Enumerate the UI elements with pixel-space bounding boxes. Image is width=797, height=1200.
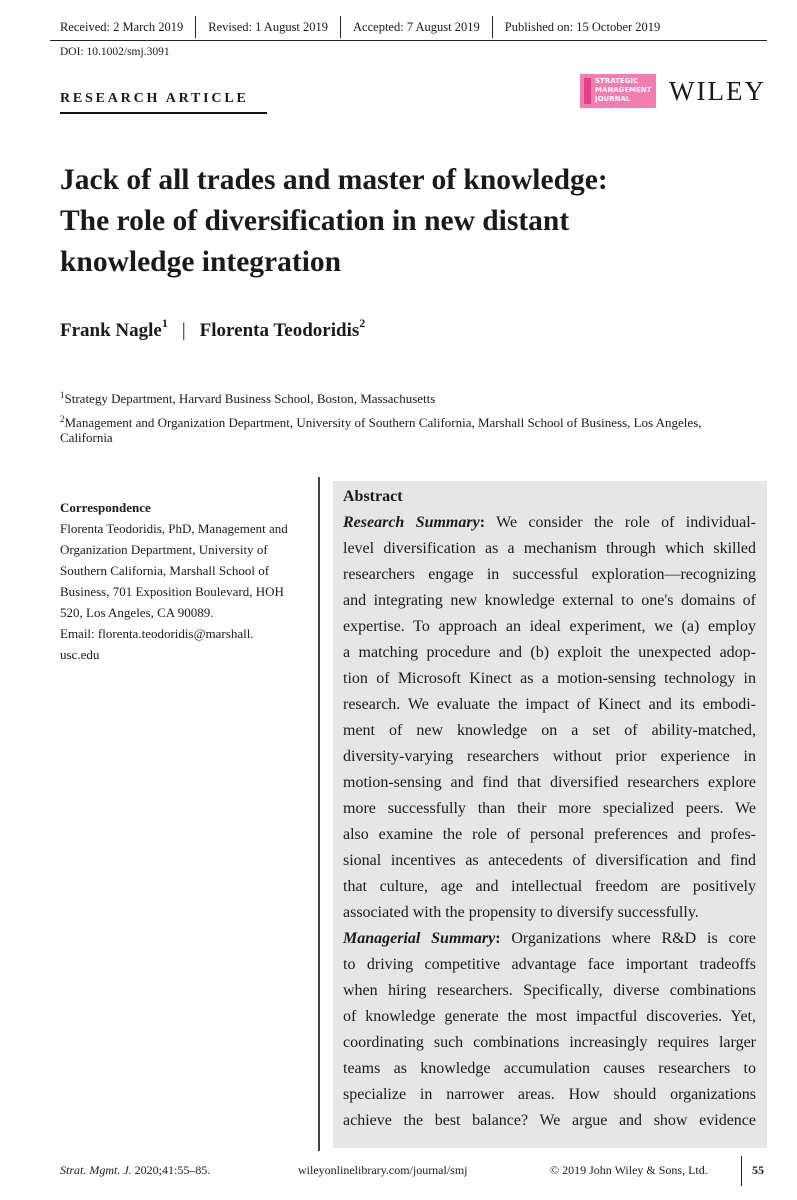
correspondence-line: Business, 701 Exposition Boulevard, HOH <box>60 584 284 599</box>
abstract-line: teams as knowledge accumulation causes researchers to <box>343 1060 756 1077</box>
journal-logo-mark <box>584 78 591 104</box>
affiliation: $^1$Strategy Department, Harvard Business School, Boston, Massachusetts <box>60 390 436 406</box>
title-line: Jack of all trades and master of knowledge: <box>60 164 608 196</box>
title-line: The role of diversification in new distant <box>60 205 570 237</box>
revised-date: Revised: 1 August 2019 <box>208 19 329 34</box>
date-separator <box>195 16 196 38</box>
managerial-summary-label: Managerial Summary <box>343 930 496 947</box>
publisher-logo: WILEY <box>669 76 766 106</box>
abstract-line: and integrating new knowledge external to one's domains of <box>343 592 756 609</box>
correspondence-email-cont[interactable]: usc.edu <box>60 647 100 662</box>
abstract-line: that culture, age and intellectual freedom are positively <box>343 878 756 895</box>
article-type-underline <box>60 112 267 114</box>
abstract-line: a matching procedure and (b) exploit the unexpected adop- <box>343 644 756 661</box>
correspondence-email[interactable]: Email: florenta.teodoridis@marshall. <box>60 626 254 641</box>
author-separator: | <box>181 320 186 341</box>
abstract-line: expertise. To approach an ideal experiment, we (a) employ <box>343 618 756 635</box>
footer-citation: Strat. Mgmt. J. 2020;41:55–85. <box>60 1163 211 1177</box>
research-summary-label: Research Summary <box>343 514 480 531</box>
affiliation-continued: California <box>60 430 113 445</box>
title-line: knowledge integration <box>60 246 342 278</box>
column-divider <box>318 477 320 1151</box>
footer-copyright: © 2019 John Wiley & Sons, Ltd. <box>550 1163 708 1177</box>
article-title <box>60 160 760 283</box>
managerial-summary-body <box>343 952 756 1134</box>
date-separator <box>340 16 341 38</box>
date-separator <box>492 16 493 38</box>
research-summary-body <box>343 536 756 926</box>
author-name[interactable]: Florenta Teodoridis$^2$ <box>199 316 366 341</box>
journal-logo-line: JOURNAL <box>595 95 631 103</box>
abstract-line: Organizations where R&D is core <box>500 930 757 947</box>
research-summary: Research Summary: We consider the role of individual- level diversification as a mechanism through which skilled researchers engage in successful exploration—recognizing and integrating new knowledge external to one's domains of expertise. To approach an ideal experiment, we (a) employ a matching procedure and (b) exploit the unexpected adop- tion of Microsoft Kinect as a motion-sensing technology in research. We evaluate the impact of Kinect and its embodi- ment of new knowledge on a set of ability-matched, diversity-varying researchers without prior experience in motion-sensing and find that diversified researchers explore more successfully than their more specialized peers. We also examine the role of personal preferences and profes- sional incentives as antecedents of diversification and find that culture, age and intellectual freedom are positively associated with the propensity to diversify successfully. <box>343 510 756 926</box>
journal-logo-line: MANAGEMENT <box>595 86 652 94</box>
author-list <box>60 316 365 342</box>
correspondence-heading: Correspondence <box>60 500 151 515</box>
abstract-line: ment of new knowledge on a set of ability-matched, <box>343 722 756 739</box>
abstract-line: achieve the best balance? We argue and show evidence <box>343 1112 756 1129</box>
abstract-line: when hiring researchers. Specifically, diverse combinations <box>343 982 756 999</box>
abstract-line: sional incentives as antecedents of diversification and find <box>343 852 756 869</box>
correspondence-block <box>60 497 310 665</box>
article-type: RESEARCH ARTICLE <box>60 91 249 106</box>
footer-divider <box>741 1156 742 1186</box>
abstract-line: We consider the role of individual- <box>485 514 757 531</box>
accepted-date: Accepted: 7 August 2019 <box>353 19 480 34</box>
abstract-line: to driving competitive advantage face important tradeoffs <box>343 956 756 973</box>
abstract-line: motion-sensing and find that diversified researchers explore <box>343 774 756 791</box>
abstract-line: research. We evaluate the impact of Kinect and its embodi- <box>343 696 756 713</box>
header-rule <box>50 40 767 41</box>
managerial-summary: Managerial Summary: Organizations where R&D is core to driving competitive advantage face important tradeoffs when hiring researchers. Specifically, diverse combinations of knowledge generate the most impactful discoveries. Yet, coordinating such combinations increasingly requires larger teams as knowledge accumulation causes researchers to specialize in narrower areas. How should organizations achieve the best balance? We argue and show evidence <box>343 926 756 1134</box>
abstract-line: coordinating such combinations increasingly requires larger <box>343 1034 756 1051</box>
abstract-line: specialize in narrower areas. How should organizations <box>343 1086 756 1103</box>
abstract-line: researchers engage in successful exploration—recognizing <box>343 566 756 583</box>
page-number: 55 <box>752 1163 764 1177</box>
correspondence-line: Florenta Teodoridis, PhD, Management and <box>60 521 288 536</box>
journal-logo-line: STRATEGIC <box>595 77 639 85</box>
abstract-line: of knowledge generate the most impactful discoveries. Yet, <box>343 1008 756 1025</box>
footer-url[interactable]: wileyonlinelibrary.com/journal/smj <box>298 1163 468 1177</box>
author-name[interactable]: Frank Nagle$^1$ <box>60 316 168 341</box>
abstract-heading: Abstract <box>343 488 403 505</box>
correspondence-line: Southern California, Marshall School of <box>60 563 270 578</box>
correspondence-line: 520, Los Angeles, CA 90089. <box>60 605 214 620</box>
abstract-line: also examine the role of personal preferences and profes- <box>343 826 756 843</box>
abstract-line: more successfully than their more specialized peers. We <box>343 800 756 817</box>
published-date: Published on: 15 October 2019 <box>504 19 661 34</box>
affiliation: $^2$Management and Organization Department, University of Southern California, Marshall School of Business, Los Angeles, <box>60 414 702 430</box>
doi[interactable]: DOI: 10.1002/smj.3091 <box>60 46 170 58</box>
abstract-line: level diversification as a mechanism through which skilled <box>343 540 756 557</box>
abstract-line: associated with the propensity to diversify successfully. <box>343 904 699 921</box>
correspondence-line: Organization Department, University of <box>60 542 268 557</box>
abstract-line: tion of Microsoft Kinect as a motion-sensing technology in <box>343 670 756 687</box>
received-date: Received: 2 March 2019 <box>60 19 184 34</box>
journal-logo <box>580 74 656 108</box>
publication-dates <box>60 17 660 37</box>
abstract-line: diversity-varying researchers without prior experience in <box>343 748 756 765</box>
